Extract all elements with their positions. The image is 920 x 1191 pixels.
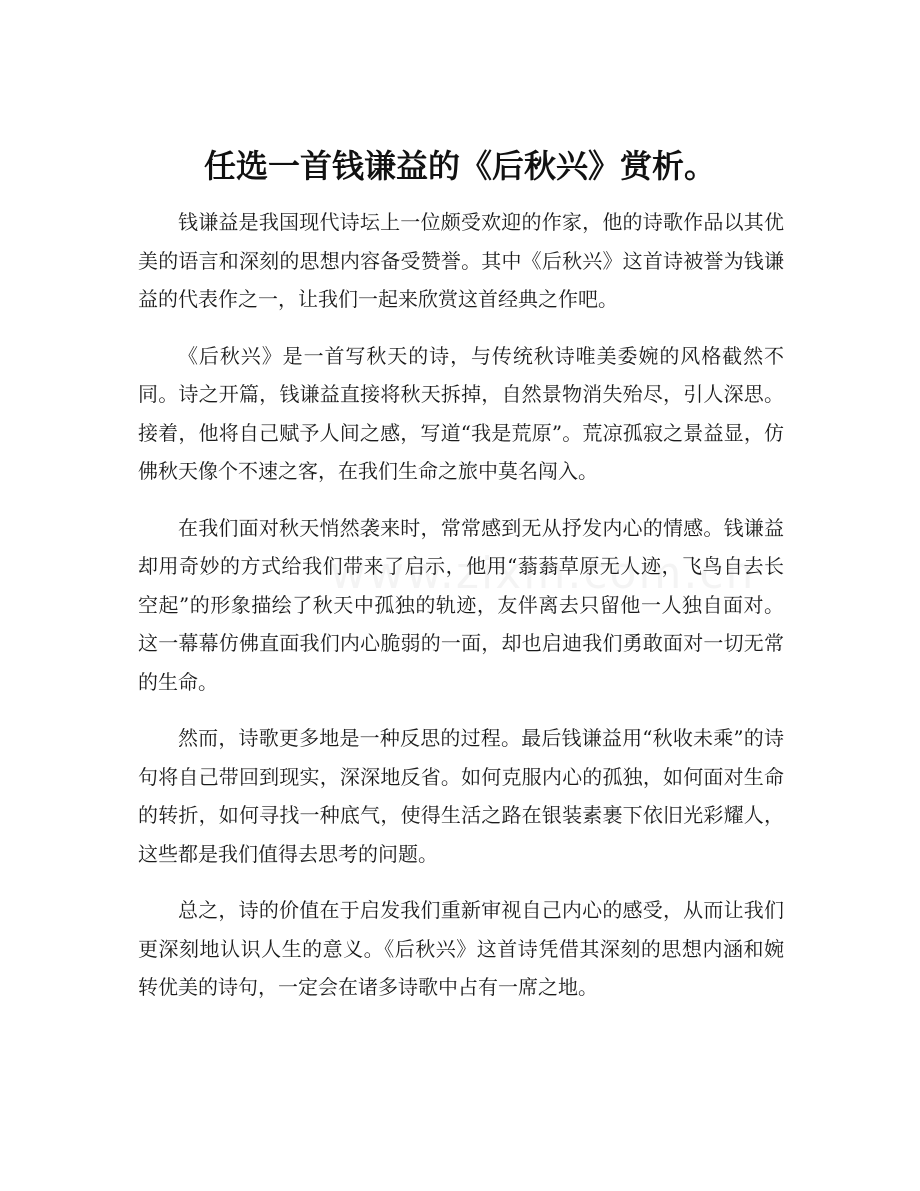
document-title: 任选一首钱谦益的《后秋兴》赏析。 [203,147,716,185]
paragraph-5: 总之，诗的价值在于启发我们重新审视自己内心的感受，从而让我们更深刻地认识人生的意义。《后秋兴》这首诗凭借其深刻的思想内涵和婉转优美的诗句，一定会在诸多诗歌中占有一席之地。 [138,898,784,999]
paragraph-1: 钱谦益是我国现代诗坛上一位颇受欢迎的作家，他的诗歌作品以其优美的语言和深刻的思想内容备受赞誉。其中《后秋兴》这首诗被誉为钱谦益的代表作之一，让我们一起来欣赏这首经典之作吧。 [138,210,784,311]
paragraph-3: 在我们面对秋天悄然袭来时，常常感到无从抒发内心的情感。钱谦益却用奇妙的方式给我们带来了启示，他用“蓊蓊草原无人迹，飞鸟自去长空起”的形象描绘了秋天中孤独的轨迹，友伴离去只留他一人独自面对。这一幕幕仿佛直面我们内心脆弱的一面，却也启迪我们勇敢面对一切无常的生命。 [138,515,784,694]
paragraph-2: 《后秋兴》是一首写秋天的诗，与传统秋诗唯美委婉的风格截然不同。诗之开篇，钱谦益直接将秋天拆掉，自然景物消失殆尽，引人深思。接着，他将自己赋予人间之感，写道“我是荒原”。荒凉孤寂之景益显，仿佛秋天像个不速之客，在我们生命之旅中莫名闯入。 [138,343,784,483]
paragraph-4: 然而，诗歌更多地是一种反思的过程。最后钱谦益用“秋收未乘”的诗句将自己带回到现实，深深地反省。如何克服内心的孤独，如何面对生命的转折，如何寻找一种底气，使得生活之路在银装素裹下依旧光彩耀人，这些都是我们值得去思考的问题。 [138,726,784,866]
document-body [138,203,784,1025]
